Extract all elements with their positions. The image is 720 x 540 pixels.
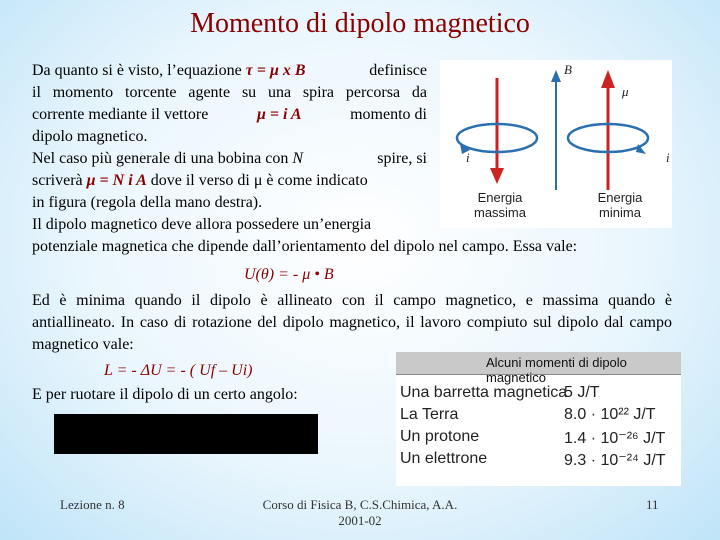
footer-course-l2: 2001-02 (338, 513, 382, 528)
row-name: Un elettrone (400, 450, 488, 467)
p2-line2-pre: scriverà (32, 172, 87, 189)
row-value: 5 J/T (564, 384, 600, 401)
energy-formula: U(θ) = - μ • B (244, 266, 334, 283)
b-field-arrow-head (551, 70, 561, 82)
p2-line-1 (32, 148, 427, 170)
table-row (396, 384, 681, 406)
table-row (396, 406, 681, 428)
table-header (396, 352, 681, 385)
dipole-energy-figure (440, 60, 672, 228)
label-min-l1: Energia (597, 190, 643, 205)
label-min-energy (580, 190, 660, 220)
p1-line-2: il momento torcente agente su una spira percorsa da (32, 84, 427, 101)
rotation-text: E per ruotare il dipolo di un certo angolo: (32, 386, 298, 403)
p1-line-1 (32, 60, 427, 82)
p1-line1-post: definisce (369, 62, 427, 79)
row-value: 8.0 · 10²² J/T (564, 406, 656, 423)
slide-title: Momento di dipolo magnetico (190, 8, 530, 39)
paragraph-1 (32, 60, 427, 148)
label-max-l2: massima (473, 205, 526, 220)
p2-line2-post: dove il verso di μ è come indicato (146, 172, 368, 189)
label-min-l2: minima (599, 205, 641, 220)
torque-formula: τ = μ x B (245, 62, 306, 79)
paragraph-2 (32, 148, 427, 214)
p2-line1-post: spire, si (377, 150, 427, 167)
p2-line1-pre: Nel caso più generale di una bobina con (32, 150, 293, 167)
mu-label: μ (622, 84, 629, 99)
footer-course (250, 497, 470, 529)
p3-line-2: potenziale magnetica che dipende dall’orientamento del dipolo nel campo. Essa vale: (32, 238, 578, 255)
row-value: 1.4 · 10⁻²⁶ J/T (564, 430, 666, 447)
p1-line3-pre: corrente mediante il vettore (32, 106, 209, 123)
footer-lesson: Lezione n. 8 (60, 497, 125, 512)
p2-N: N (292, 150, 304, 167)
magnetic-moments-table (396, 352, 681, 486)
p1-line-3 (32, 104, 427, 126)
page-number: 11 (646, 497, 659, 512)
row-name: La Terra (400, 406, 459, 423)
p3-line-1: Il dipolo magnetico deve allora possedere un’energia (32, 216, 372, 233)
row-name: Una barretta magnetica (400, 384, 568, 401)
table-row (396, 428, 681, 450)
coil-dipole-formula: μ = N i A (86, 172, 147, 189)
p2-line-2 (32, 170, 427, 192)
footer-course-l1: Corso di Fisica B, C.S.Chimica, A.A. (262, 497, 458, 512)
work-formula: L = - ΔU = - ( Uf – Ui) (104, 362, 253, 379)
p1-line1-text: Da quanto si è visto, l’equazione (32, 62, 246, 79)
b-label: B (564, 62, 572, 77)
paragraph-4: Ed è minima quando il dipolo è allineato con il campo magnetico, e massima quando è antiallineato. In caso di rotazione del dipolo magnetico, il lavoro compiuto sul dipolo dal campo magnetico vale: (32, 292, 672, 353)
current-label-left: i (466, 150, 470, 165)
p2-line-3: in figura (regola della mano destra). (32, 194, 263, 211)
current-label-right: i (666, 150, 670, 165)
row-name: Un protone (400, 428, 480, 445)
table-header-text: Alcuni momenti di dipolo magnetico (486, 355, 627, 385)
table-row (396, 450, 681, 472)
hidden-formula-box (54, 414, 318, 454)
mu-arrow-left-head (490, 168, 504, 184)
p1-line-4: dipolo magnetico. (32, 128, 148, 145)
label-max-energy (460, 190, 540, 220)
label-max-l1: Energia (477, 190, 523, 205)
mu-arrow-right-head (601, 70, 615, 88)
dipole-formula: μ = i A (256, 106, 302, 123)
row-value: 9.3 · 10⁻²⁴ J/T (564, 452, 666, 469)
p1-line3-post: momento di (350, 106, 427, 123)
